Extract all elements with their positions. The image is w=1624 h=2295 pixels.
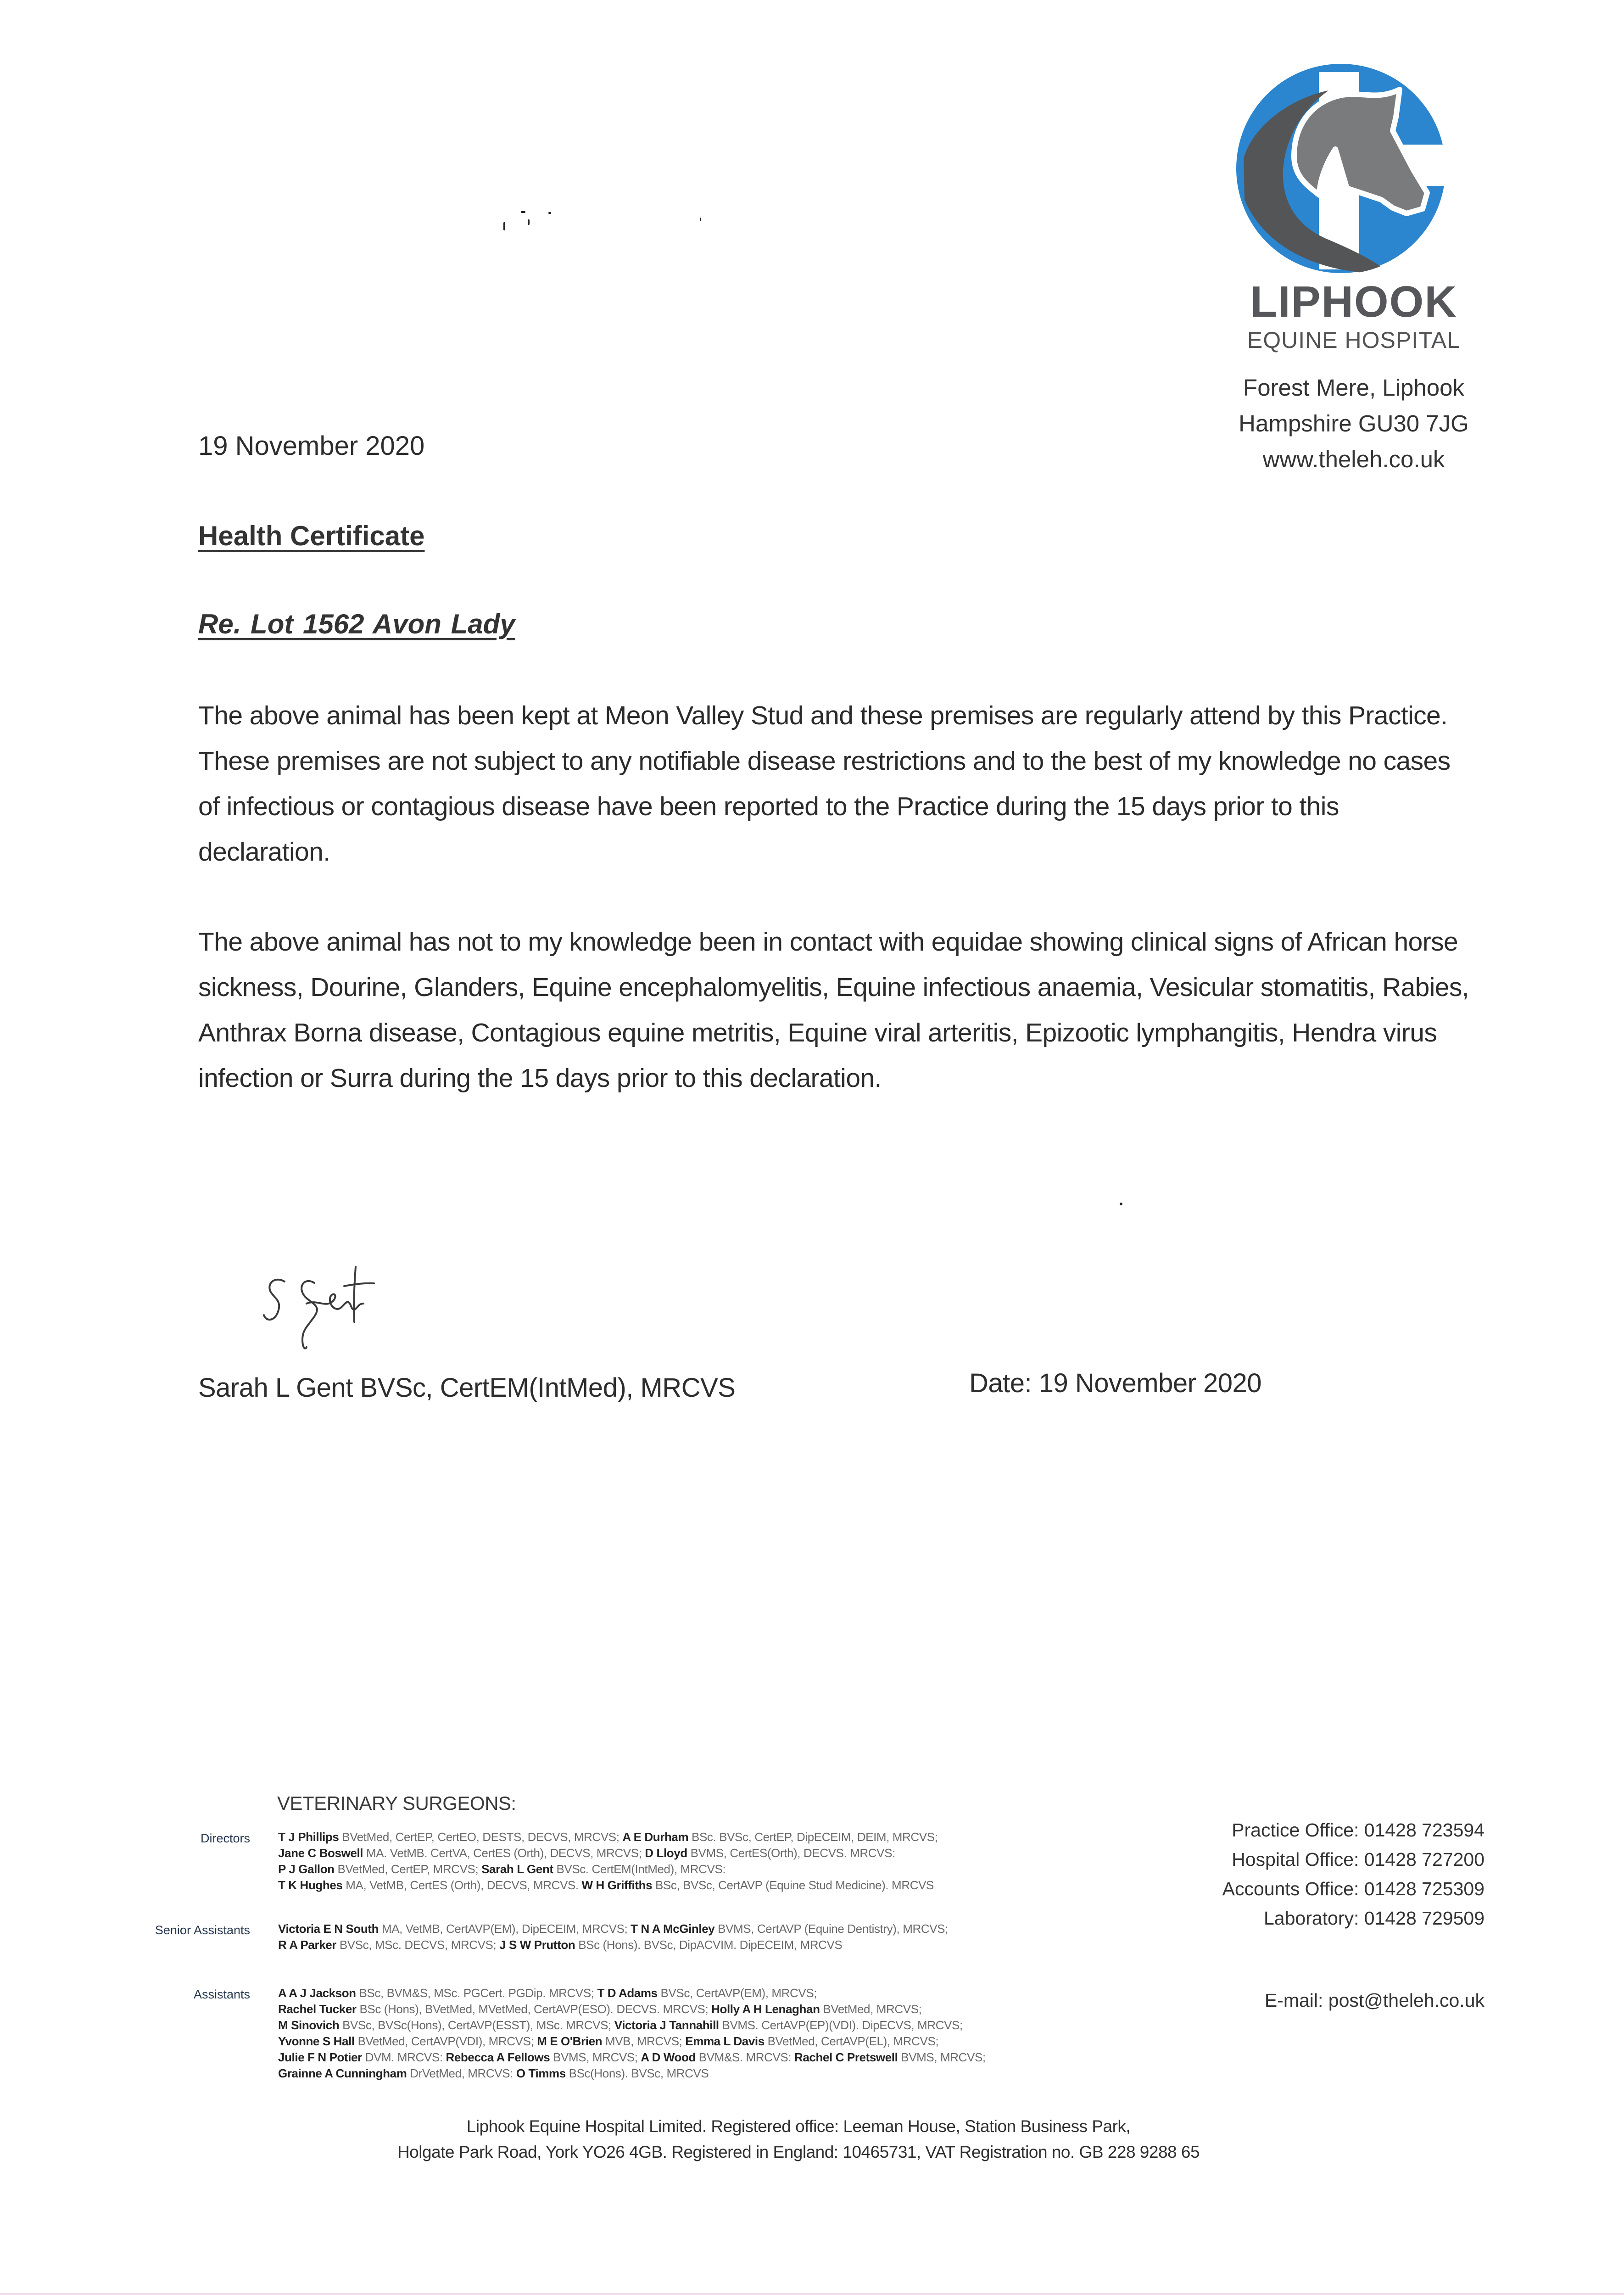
staff-line xyxy=(278,1861,1150,1877)
veterinary-surgeons-heading: VETERINARY SURGEONS: xyxy=(277,1792,516,1814)
staff-name: A A J Jackson xyxy=(278,1986,356,2000)
staff-name: A D Wood xyxy=(641,2050,696,2064)
laboratory-phone[interactable]: Laboratory: 01428 729509 xyxy=(1263,1908,1484,1929)
letter-date: 19 November 2020 xyxy=(198,431,425,461)
staff-line xyxy=(278,2017,1150,2033)
staff-name: T K Hughes xyxy=(278,1878,343,1892)
role-label-directors: Directors xyxy=(200,1831,250,1845)
directors-list xyxy=(278,1829,1150,1893)
staff-qualifications: BVM&S. MRCVS: xyxy=(695,2050,794,2064)
staff-name: Rachel Tucker xyxy=(278,2002,357,2016)
staff-qualifications: BSc (Hons). BVSc, DipACVIM. DipECEIM, MRCVS xyxy=(575,1938,843,1952)
staff-qualifications: DrVetMed, MRCVS: xyxy=(407,2066,516,2080)
staff-qualifications: BVSc. CertEM(IntMed), MRCVS: xyxy=(553,1862,726,1876)
staff-name: J S W Prutton xyxy=(499,1938,575,1952)
staff-name: Emma L Davis xyxy=(685,2034,765,2048)
scan-artifact xyxy=(521,211,525,213)
website-link[interactable]: www.theleh.co.uk xyxy=(1262,446,1445,472)
document-title: Health Certificate xyxy=(198,521,425,551)
staff-qualifications: BSc, BVSc, CertAVP (Equine Stud Medicine). MRCVS xyxy=(652,1878,934,1892)
staff-name: T J Phillips xyxy=(278,1830,339,1844)
staff-line xyxy=(278,2049,1150,2066)
senior-assistants-list xyxy=(278,1921,1150,1953)
scan-artifact xyxy=(700,218,701,221)
staff-name: W H Griffiths xyxy=(581,1878,653,1892)
staff-qualifications: BSc. BVSc, CertEP, DipECEIM, DEIM, MRCVS; xyxy=(688,1830,938,1844)
staff-line xyxy=(278,1985,1150,2001)
staff-name: A E Durham xyxy=(622,1830,689,1844)
staff-name: Holly A H Lenaghan xyxy=(711,2002,820,2016)
staff-qualifications: BVSc, MSc. DECVS, MRCVS; xyxy=(336,1938,500,1952)
assistants-list xyxy=(278,1985,1150,2082)
staff-name: Jane C Boswell xyxy=(278,1846,363,1860)
staff-qualifications: BVMS, MRCVS; xyxy=(550,2050,641,2064)
horse-head-medical-cross-icon xyxy=(1234,62,1448,275)
signature-date: Date: 19 November 2020 xyxy=(969,1368,1262,1398)
registered-office-info xyxy=(184,2114,1413,2165)
staff-qualifications: BVetMed, CertEP, CertEO, DESTS, DECVS, MRCVS; xyxy=(339,1830,623,1844)
staff-line xyxy=(278,1845,1150,1861)
staff-line xyxy=(278,1937,1150,1953)
staff-line xyxy=(278,1829,1150,1845)
staff-qualifications: MVB, MRCVS; xyxy=(602,2034,686,2048)
staff-qualifications: BVMS. CertAVP(EP)(VDI). DipECVS, MRCVS; xyxy=(719,2018,963,2032)
staff-qualifications: BSc(Hons). BVSc, MRCVS xyxy=(565,2066,709,2080)
staff-name: Victoria J Tannahill xyxy=(614,2018,719,2032)
staff-qualifications: BVSc, BVSc(Hons), CertAVP(ESST), MSc. MRCVS; xyxy=(339,2018,614,2032)
brand-subtitle: EQUINE HOSPITAL xyxy=(1247,327,1461,353)
staff-name: Grainne A Cunningham xyxy=(278,2066,407,2080)
role-label-assistants: Assistants xyxy=(193,1987,250,2001)
staff-qualifications: BSc, BVM&S, MSc. PGCert. PGDip. MRCVS; xyxy=(356,1986,597,2000)
staff-name: P J Gallon xyxy=(278,1862,335,1876)
staff-name: Julie F N Potier xyxy=(278,2050,362,2064)
brand-name: LIPHOOK xyxy=(1250,277,1457,326)
staff-name: Rebecca A Fellows xyxy=(446,2050,550,2064)
staff-name: M E O'Brien xyxy=(537,2034,603,2048)
scan-edge xyxy=(0,2293,1624,2295)
staff-name: Sarah L Gent xyxy=(481,1862,553,1876)
staff-line xyxy=(278,2033,1150,2049)
address-line: Forest Mere, Liphook xyxy=(1243,375,1464,401)
staff-name: T D Adams xyxy=(597,1986,658,2000)
scan-artifact xyxy=(503,222,505,230)
staff-qualifications: MA. VetMB. CertVA, CertES (Orth), DECVS, MRCVS; xyxy=(363,1846,645,1860)
staff-line xyxy=(278,1877,1150,1893)
staff-name: Rachel C Pretswell xyxy=(794,2050,898,2064)
staff-name: M Sinovich xyxy=(278,2018,340,2032)
address-line: Hampshire GU30 7JG xyxy=(1239,410,1469,437)
handwritten-signature-icon xyxy=(257,1258,496,1363)
hospital-logo-icon xyxy=(1234,62,1448,275)
staff-qualifications: MA, VetMB, CertES (Orth), DECVS, MRCVS. xyxy=(342,1878,582,1892)
staff-qualifications: BVMS, CertAVP (Equine Dentistry), MRCVS; xyxy=(714,1922,948,1936)
premises-declaration-paragraph: The above animal has been kept at Meon Valley Stud and these premises are regularly attend by this Practice. These premises are not subject to any notifiable disease restrictions and to the best of my knowledge no cases of infectious or contagious disease have been reported to the Practice during the 15 days prior to this declaration. xyxy=(198,701,1451,867)
scan-artifact xyxy=(548,212,551,214)
staff-name: R A Parker xyxy=(278,1938,337,1952)
registered-line: Holgate Park Road, York YO26 4GB. Registered in England: 10465731, VAT Registration no. GB 228 9288 65 xyxy=(397,2143,1200,2161)
registered-line: Liphook Equine Hospital Limited. Registered office: Leeman House, Station Business Park, xyxy=(466,2117,1131,2136)
staff-qualifications: BSc (Hons), BVetMed, MVetMed, CertAVP(ESO). DECVS. MRCVS; xyxy=(356,2002,712,2016)
staff-qualifications: BVetMed, MRCVS; xyxy=(820,2002,922,2016)
staff-qualifications: BVMS, CertES(Orth), DECVS. MRCVS: xyxy=(687,1846,895,1860)
staff-qualifications: MA, VetMB, CertAVP(EM), DipECEIM, MRCVS; xyxy=(379,1922,631,1936)
contact-numbers xyxy=(1138,1815,1484,1933)
role-label-senior-assistants: Senior Assistants xyxy=(155,1923,250,1937)
reference-line: Re. Lot 1562 Avon Lady xyxy=(198,609,515,639)
staff-qualifications: BVetMed, CertAVP(EL), MRCVS; xyxy=(764,2034,939,2048)
staff-line xyxy=(278,2001,1150,2017)
staff-qualifications: BVSc, CertAVP(EM), MRCVS; xyxy=(657,1986,817,2000)
staff-qualifications: DVM. MRCVS: xyxy=(362,2050,446,2064)
staff-qualifications: BVetMed, CertAVP(VDI), MRCVS; xyxy=(354,2034,537,2048)
hospital-address xyxy=(1175,370,1533,477)
disease-contact-declaration-paragraph: The above animal has not to my knowledge been in contact with equidae showing clinical signs of African horse sickness, Dourine, Glanders, Equine encephalomyelitis, Equine infectious anaemia, Vesicular stomatitis, Rabies, Anthrax Borna disease, Contagious equine metritis, Equine viral arteritis, Epizootic lymphangitis, Hendra virus infection or Surra during the 15 days prior to this declaration. xyxy=(198,927,1469,1093)
staff-line xyxy=(278,2066,1150,2082)
staff-name: D Lloyd xyxy=(645,1846,687,1860)
scan-artifact xyxy=(528,219,530,225)
hospital-office-phone[interactable]: Hospital Office: 01428 727200 xyxy=(1232,1849,1484,1870)
staff-name: T N A McGinley xyxy=(631,1922,715,1936)
staff-qualifications: BVMS, MRCVS; xyxy=(898,2050,986,2064)
accounts-office-phone[interactable]: Accounts Office: 01428 725309 xyxy=(1222,1878,1484,1899)
staff-line xyxy=(278,1921,1150,1937)
practice-office-phone[interactable]: Practice Office: 01428 723594 xyxy=(1232,1819,1484,1841)
scan-artifact xyxy=(1120,1203,1122,1205)
staff-qualifications: BVetMed, CertEP, MRCVS; xyxy=(334,1862,482,1876)
signatory-name: Sarah L Gent BVSc, CertEM(IntMed), MRCVS xyxy=(198,1373,736,1403)
staff-name: O Timms xyxy=(516,2066,566,2080)
staff-name: Yvonne S Hall xyxy=(278,2034,355,2048)
email-link[interactable]: E-mail: post@theleh.co.uk xyxy=(1264,1990,1484,2011)
staff-name: Victoria E N South xyxy=(278,1922,379,1936)
